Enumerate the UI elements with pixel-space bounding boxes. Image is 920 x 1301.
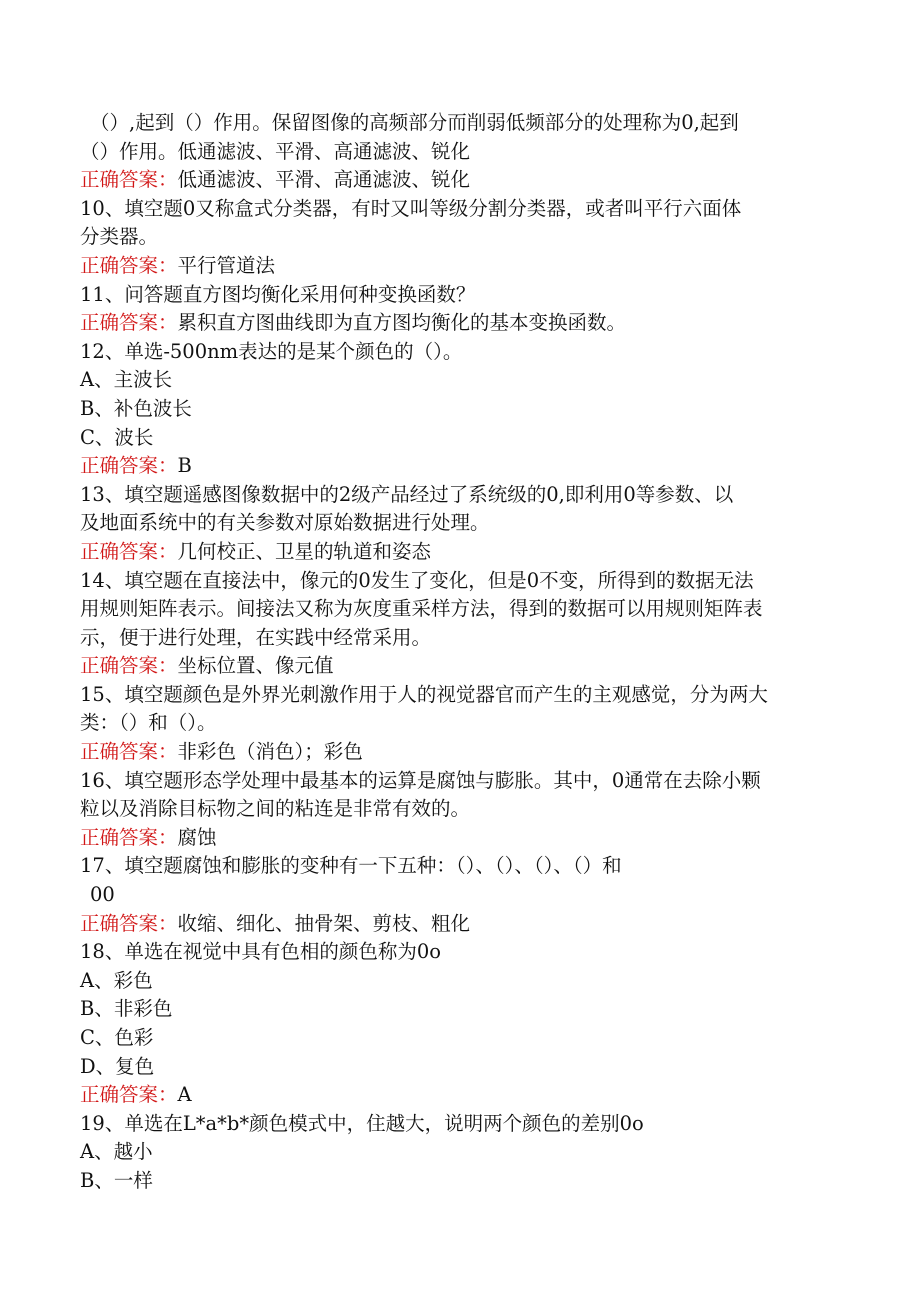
answer-line — [80, 910, 840, 939]
text-line: 示，便于进行处理，在实践中经常采用。 — [80, 625, 432, 649]
answer-line — [80, 538, 840, 567]
answer-text: 累积直方图曲线即为直方图均衡化的基本变换函数。 — [177, 311, 627, 335]
answer-line — [80, 652, 840, 681]
answer-line — [80, 1081, 840, 1110]
text-line: A、主波长 — [80, 368, 173, 392]
answer-label: 正确答案： — [80, 740, 178, 764]
answer-text: 几何校正、卫星的轨道和姿态 — [177, 539, 432, 563]
answer-label: 正确答案： — [80, 539, 178, 563]
text-line: C、波长 — [80, 425, 154, 449]
answer-label: 正确答案： — [80, 654, 178, 678]
text-line: 17、填空题腐蚀和膨胀的变种有一下五种：（）、（）、（）、（）和 — [80, 854, 622, 878]
answer-line — [80, 166, 840, 195]
answer-label: 正确答案： — [80, 168, 178, 192]
text-line: （）,起到（）作用。保留图像的高频部分而削弱低频部分的处理称为0,起到 — [90, 111, 739, 134]
answer-label: 正确答案： — [80, 311, 178, 335]
text-line: 11、问答题直方图均衡化采用何种变换函数？ — [80, 282, 476, 306]
answer-line — [80, 452, 840, 481]
answer-text: 非彩色（消色）；彩色 — [177, 740, 363, 764]
text-line: 16、填空题形态学处理中最基本的运算是腐蚀与膨胀。其中，0通常在去除小颗 — [80, 768, 761, 792]
text-line: 13、填空题遥感图像数据中的2级产品经过了系统级的0,即利用0等参数、以 — [80, 482, 734, 506]
text-line: B、非彩色 — [80, 997, 173, 1021]
answer-line — [80, 824, 840, 853]
text-line: 类：（）和（）。 — [80, 711, 217, 735]
text-line: 分类器。 — [80, 225, 159, 249]
answer-line — [80, 738, 840, 767]
document-page — [80, 109, 840, 1196]
answer-line — [80, 309, 840, 338]
text-line: 14、填空题在直接法中，像元的0发生了变化，但是0不变，所得到的数据无法 — [80, 568, 754, 592]
text-line: 12、单选-500nm表达的是某个颜色的（）。 — [80, 339, 463, 363]
answer-text: 腐蚀 — [177, 825, 217, 849]
text-line: B、一样 — [80, 1168, 153, 1192]
text-line: 15、填空题颜色是外界光刺激作用于人的视觉器官而产生的主观感觉，分为两大 — [80, 682, 768, 706]
answer-text: 低通滤波、平滑、高通滤波、锐化 — [177, 168, 471, 192]
text-line: A、彩色 — [80, 968, 153, 992]
answer-label: 正确答案： — [80, 1083, 178, 1107]
text-line: 及地面系统中的有关参数对原始数据进行处理。 — [80, 511, 490, 535]
text-line: 18、单选在视觉中具有色相的颜色称为0o — [80, 940, 441, 964]
answer-label: 正确答案： — [80, 253, 178, 277]
answer-text: B — [177, 454, 192, 478]
answer-text: 收缩、细化、抽骨架、剪枝、粗化 — [177, 911, 471, 935]
answer-label: 正确答案： — [80, 911, 178, 935]
text-line: 10、填空题0又称盒式分类器，有时又叫等级分割分类器，或者叫平行六面体 — [80, 196, 742, 220]
answer-text: 平行管道法 — [177, 253, 276, 277]
text-line: C、色彩 — [80, 1026, 154, 1049]
text-line: 19、单选在L*a*b*颜色模式中，住越大，说明两个颜色的差别0o — [80, 1111, 644, 1135]
answer-line — [80, 252, 840, 281]
text-line: 00 — [90, 883, 115, 907]
text-line: 用规则矩阵表示。间接法又称为灰度重采样方法，得到的数据可以用规则矩阵表 — [80, 597, 763, 621]
text-line: A、越小 — [80, 1140, 153, 1164]
text-line: D、复色 — [80, 1054, 155, 1078]
answer-label: 正确答案： — [80, 825, 178, 849]
answer-text: 坐标位置、像元值 — [177, 654, 334, 678]
text-line: B、补色波长 — [80, 396, 192, 420]
text-line: 粒以及消除目标物之间的粘连是非常有效的。 — [80, 797, 471, 821]
answer-text: A — [177, 1083, 192, 1107]
text-line: （）作用。低通滤波、平滑、高通滤波、锐化 — [80, 139, 471, 163]
answer-label: 正确答案： — [80, 454, 178, 478]
